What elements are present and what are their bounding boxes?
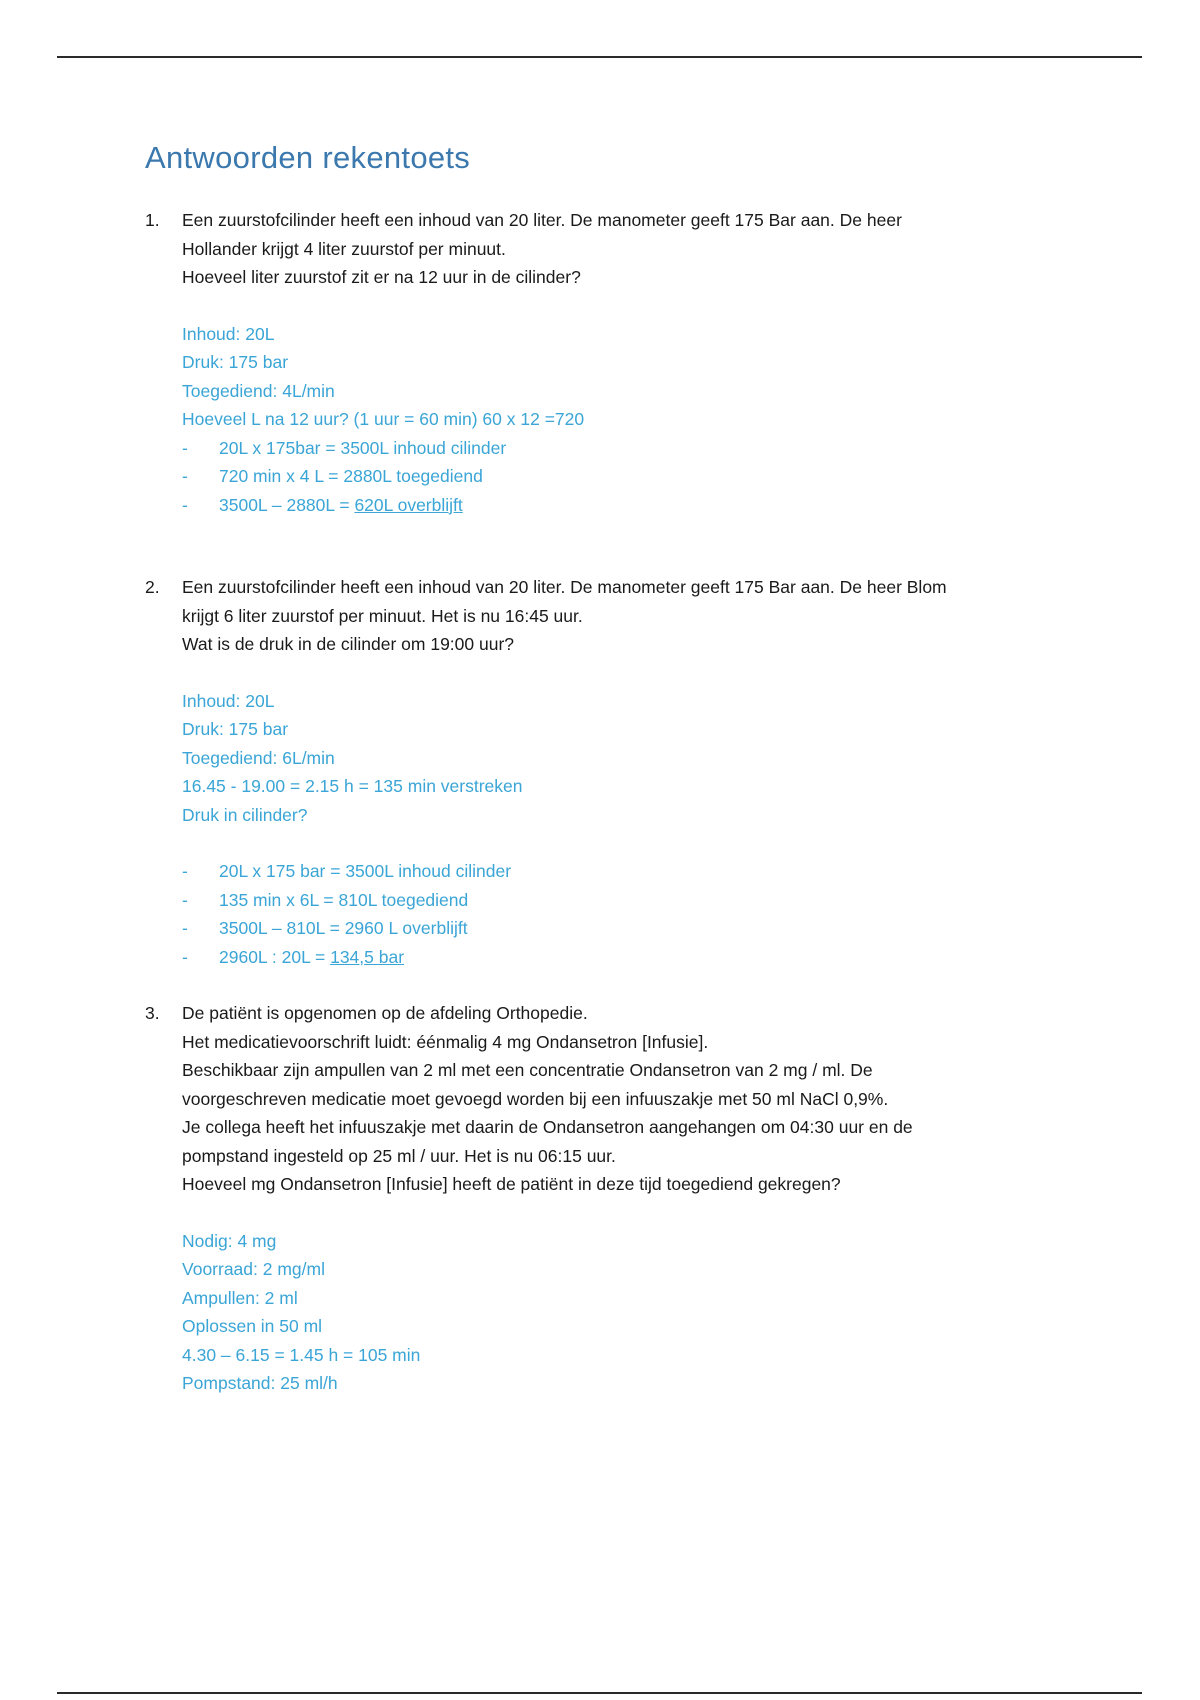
header-rule <box>57 56 1142 58</box>
question-text-line: krijgt 6 liter zuurstof per minuut. Het is nu 16:45 uur. <box>182 605 583 626</box>
answer-line: Oplossen in 50 ml <box>182 1316 323 1336</box>
calculation-step <box>182 857 1105 886</box>
question-number: 2. <box>145 577 160 597</box>
calculation-step <box>182 491 1105 520</box>
step-text: 2960L : 20L = <box>219 946 331 967</box>
calculation-step <box>182 886 1105 915</box>
question-text-line: pompstand ingesteld op 25 ml / uur. Het is nu 06:15 uur. <box>182 1145 616 1166</box>
answer-line: 16.45 - 19.00 = 2.15 h = 135 min verstreken <box>182 776 523 796</box>
step-text: 20L x 175 bar = 3500L inhoud cilinder <box>219 861 512 881</box>
answer-line: Inhoud: 20L <box>182 690 275 711</box>
calculation-step <box>182 434 1105 463</box>
answer-line: Druk in cilinder? <box>182 804 308 825</box>
answer-block <box>182 320 1105 520</box>
answer-line: Hoeveel L na 12 uur? (1 uur = 60 min) 60 x 12 =720 <box>182 409 585 429</box>
calculation-step <box>182 943 1105 972</box>
question-text-line: Je collega heeft het infuuszakje met daarin de Ondansetron aangehangen om 04:30 uur en de <box>182 1117 913 1137</box>
answer-block <box>182 687 1105 972</box>
dash-bullet: - <box>182 494 188 515</box>
question-3 <box>145 999 1105 1398</box>
page-title: Antwoorden rekentoets <box>145 140 471 175</box>
calculation-step <box>182 462 1105 491</box>
answer-line: Voorraad: 2 mg/ml <box>182 1259 325 1279</box>
answer-line: Druk: 175 bar <box>182 352 289 372</box>
question-number: 1. <box>145 210 160 230</box>
dash-bullet: - <box>182 437 188 458</box>
dash-bullet: - <box>182 861 188 881</box>
answer-line: 4.30 – 6.15 = 1.45 h = 105 min <box>182 1344 421 1365</box>
answer-block <box>182 1227 1105 1398</box>
final-answer: 134,5 bar <box>330 946 405 967</box>
step-text: 135 min x 6L = 810L toegediend <box>219 889 469 910</box>
step-text: 3500L – 2880L = <box>219 494 355 515</box>
document-body <box>145 140 1105 1398</box>
footer-rule <box>57 1692 1142 1694</box>
question-text-line: Een zuurstofcilinder heeft een inhoud van 20 liter. De manometer geeft 175 Bar aan. De heer <box>182 210 902 230</box>
question-text-line: Hoeveel liter zuurstof zit er na 12 uur in de cilinder? <box>182 267 581 287</box>
question-text-line: Hollander krijgt 4 liter zuurstof per minuut. <box>182 238 506 259</box>
answer-line: Druk: 175 bar <box>182 719 289 739</box>
answer-line: Ampullen: 2 ml <box>182 1287 298 1308</box>
calculation-step <box>182 914 1105 943</box>
dash-bullet: - <box>182 889 188 910</box>
question-1 <box>145 206 1105 519</box>
dash-bullet: - <box>182 466 188 486</box>
step-text: 20L x 175bar = 3500L inhoud cilinder <box>219 437 507 458</box>
dash-bullet: - <box>182 918 188 938</box>
question-text-line: Hoeveel mg Ondansetron [Infusie] heeft de patiënt in deze tijd toegediend gekregen? <box>182 1174 841 1194</box>
answer-line: Toegediend: 6L/min <box>182 747 335 768</box>
answer-line: Pompstand: 25 ml/h <box>182 1373 338 1393</box>
question-text-line: voorgeschreven medicatie moet gevoegd worden bij een infuuszakje met 50 ml NaCl 0,9%. <box>182 1088 889 1109</box>
answer-line: Nodig: 4 mg <box>182 1230 277 1251</box>
dash-bullet: - <box>182 946 188 967</box>
question-text-line: Wat is de druk in de cilinder om 19:00 uur? <box>182 634 515 654</box>
question-number: 3. <box>145 1003 160 1023</box>
answer-line: Toegediend: 4L/min <box>182 380 335 401</box>
question-text-line: De patiënt is opgenomen op de afdeling Orthopedie. <box>182 1003 588 1023</box>
question-text-line: Beschikbaar zijn ampullen van 2 ml met een concentratie Ondansetron van 2 mg / ml. De <box>182 1060 873 1080</box>
step-text: 720 min x 4 L = 2880L toegediend <box>219 466 483 486</box>
question-text-line: Het medicatievoorschrift luidt: éénmalig 4 mg Ondansetron [Infusie]. <box>182 1031 709 1052</box>
answer-line: Inhoud: 20L <box>182 323 275 344</box>
step-text: 3500L – 810L = 2960 L overblijft <box>219 918 468 938</box>
final-answer: 620L overblijft <box>354 494 463 515</box>
question-2 <box>145 573 1105 971</box>
question-text-line: Een zuurstofcilinder heeft een inhoud van 20 liter. De manometer geeft 175 Bar aan. De heer Blom <box>182 577 947 597</box>
